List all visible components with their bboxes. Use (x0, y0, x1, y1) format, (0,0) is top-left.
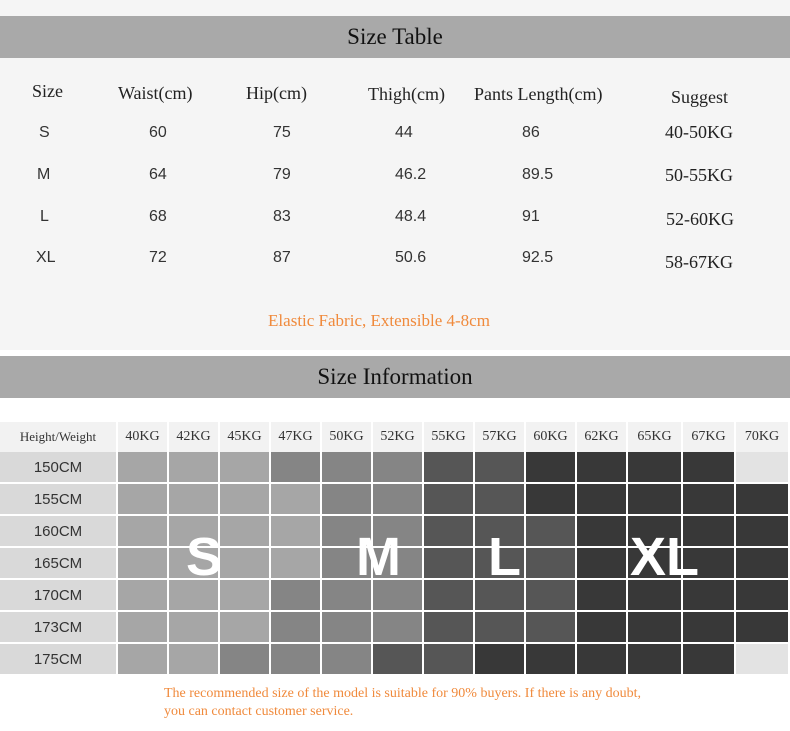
size-cell-m (373, 484, 422, 514)
weight-header: 65KG (628, 422, 681, 452)
size-cell-l (424, 516, 473, 546)
size-cell-xl (577, 516, 626, 546)
weight-header: 70KG (736, 422, 788, 452)
size-cell-xl (736, 612, 788, 642)
size-cell-m (322, 644, 371, 674)
size-cell-xl (628, 452, 681, 482)
weight-header: 47KG (271, 422, 320, 452)
row-suggest: 58-67KG (665, 252, 733, 272)
row-thigh: 46.2 (395, 166, 427, 183)
row-hip: 79 (273, 166, 291, 183)
size-cell-xl (577, 452, 626, 482)
height-label: 170CM (0, 580, 116, 610)
row-suggest: 50-55KG (665, 165, 733, 185)
size-cell-l (424, 580, 473, 610)
recommendation-note-line1: The recommended size of the model is suitable for 90% buyers. If there is any doubt, (164, 686, 642, 701)
weight-header: 50KG (322, 422, 371, 452)
row-hip: 83 (273, 208, 291, 225)
weight-header: 45KG (220, 422, 269, 452)
size-cell-s (271, 516, 320, 546)
size-cell-xl (736, 548, 788, 578)
header-thigh: Thigh(cm) (368, 84, 445, 104)
size-cell-m (271, 452, 320, 482)
header-hip: Hip(cm) (246, 83, 307, 103)
size-cell-s (118, 644, 167, 674)
size-cell-xl (628, 612, 681, 642)
size-cell-m (271, 612, 320, 642)
size-cell-l (526, 580, 575, 610)
size-cell-s (169, 644, 218, 674)
header-waist: Waist(cm) (118, 83, 193, 103)
row-thigh: 50.6 (395, 249, 427, 266)
size-cell-xl (736, 580, 788, 610)
size-cell-s (220, 580, 269, 610)
weight-header: 55KG (424, 422, 473, 452)
size-cell-l (424, 452, 473, 482)
size-cell-xl (577, 644, 626, 674)
zone-label-m: M (356, 527, 401, 587)
row-waist: 72 (149, 249, 167, 266)
row-size: S (39, 124, 50, 141)
size-cell-m (322, 452, 371, 482)
weight-header: 67KG (683, 422, 734, 452)
size-cell-l (526, 612, 575, 642)
row-suggest: 52-60KG (666, 209, 734, 229)
size-cell-s (118, 452, 167, 482)
size-cell-s (271, 548, 320, 578)
row-thigh: 48.4 (395, 208, 427, 225)
weight-header: 52KG (373, 422, 422, 452)
size-cell-m (322, 612, 371, 642)
elastic-fabric-note: Elastic Fabric, Extensible 4-8cm (268, 311, 490, 330)
row-length: 86 (522, 124, 540, 141)
weight-header: 62KG (577, 422, 626, 452)
size-cell-s (118, 612, 167, 642)
row-length: 91 (522, 208, 540, 225)
size-cell-xl (628, 484, 681, 514)
row-hip: 87 (273, 249, 291, 266)
weight-header: 57KG (475, 422, 524, 452)
size-information-title: Size Information (0, 356, 790, 398)
size-cell-l (475, 452, 524, 482)
height-label: 160CM (0, 516, 116, 546)
size-cell-s (118, 580, 167, 610)
size-cell-xl (683, 484, 734, 514)
zone-label-l: L (488, 527, 521, 587)
row-waist: 68 (149, 208, 167, 225)
size-cell-s (220, 612, 269, 642)
size-cell-l (373, 644, 422, 674)
size-cell-xl (683, 452, 734, 482)
size-cell-xl (475, 644, 524, 674)
size-cell-s (169, 612, 218, 642)
height-label: 173CM (0, 612, 116, 642)
recommendation-note-line2: you can contact customer service. (164, 704, 354, 719)
size-cell-l (526, 548, 575, 578)
size-cell-s (220, 452, 269, 482)
size-cell-empty (736, 644, 788, 674)
size-cell-m (373, 612, 422, 642)
row-length: 89.5 (522, 166, 554, 183)
row-waist: 60 (149, 124, 167, 141)
size-cell-l (424, 548, 473, 578)
height-label: 150CM (0, 452, 116, 482)
height-label: 175CM (0, 644, 116, 674)
size-cell-s (118, 516, 167, 546)
row-size: L (40, 208, 49, 225)
size-cell-s (169, 452, 218, 482)
size-cell-s (118, 484, 167, 514)
size-cell-xl (577, 612, 626, 642)
size-cell-s (271, 484, 320, 514)
header-pants-length: Pants Length(cm) (474, 84, 603, 104)
size-cell-m (322, 484, 371, 514)
size-table-title: Size Table (0, 16, 790, 58)
size-cell-s (220, 548, 269, 578)
size-cell-xl (577, 580, 626, 610)
row-size: XL (36, 249, 56, 266)
size-cell-l (424, 612, 473, 642)
size-cell-empty (736, 452, 788, 482)
size-cell-s (220, 516, 269, 546)
size-cell-m (220, 644, 269, 674)
size-cell-s (220, 484, 269, 514)
row-size: M (37, 166, 51, 183)
row-waist: 64 (149, 166, 167, 183)
zone-label-s: S (186, 527, 223, 587)
row-thigh: 44 (395, 124, 413, 141)
weight-header: 40KG (118, 422, 167, 452)
header-size: Size (32, 81, 63, 101)
size-cell-xl (526, 644, 575, 674)
height-label: 155CM (0, 484, 116, 514)
size-cell-s (169, 484, 218, 514)
size-cell-l (424, 484, 473, 514)
size-cell-xl (526, 484, 575, 514)
size-cell-xl (577, 484, 626, 514)
height-label: 165CM (0, 548, 116, 578)
size-cell-m (373, 452, 422, 482)
height-weight-corner: Height/Weight (0, 422, 116, 452)
weight-header: 60KG (526, 422, 575, 452)
recommendation-note (164, 685, 764, 721)
row-suggest: 40-50KG (665, 122, 733, 142)
size-cell-l (526, 516, 575, 546)
size-cell-m (271, 580, 320, 610)
row-length: 92.5 (522, 249, 554, 266)
header-suggest: Suggest (671, 87, 729, 107)
size-cell-xl (577, 548, 626, 578)
zone-label-xl: XL (630, 527, 700, 587)
row-hip: 75 (273, 124, 291, 141)
weight-header: 42KG (169, 422, 218, 452)
size-cell-l (475, 484, 524, 514)
size-cell-l (424, 644, 473, 674)
size-cell-xl (736, 516, 788, 546)
size-cell-xl (526, 452, 575, 482)
size-cell-xl (628, 644, 681, 674)
size-cell-xl (683, 612, 734, 642)
size-cell-s (118, 548, 167, 578)
size-cell-m (271, 644, 320, 674)
size-cell-xl (736, 484, 788, 514)
size-cell-xl (683, 644, 734, 674)
size-cell-l (475, 612, 524, 642)
